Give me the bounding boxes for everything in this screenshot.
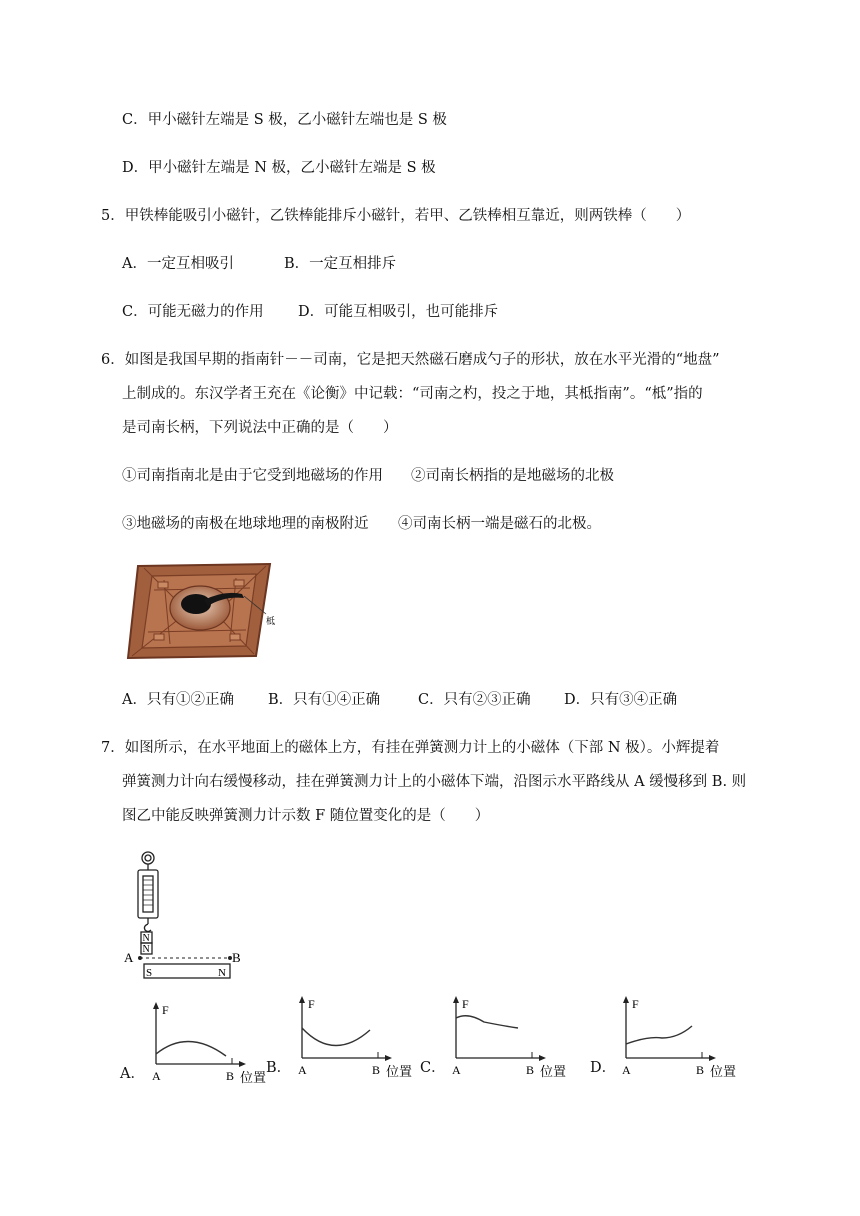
q4-option-c: C．甲小磁针左端是 S 极，乙小磁针左端也是 S 极 xyxy=(122,112,447,128)
f-axis-label: F xyxy=(308,997,315,1011)
x-axis-arrow xyxy=(539,1055,546,1061)
f-position-graph-c xyxy=(442,988,567,1080)
y-axis-arrow xyxy=(153,1002,159,1009)
f-position-graph-b xyxy=(288,988,413,1080)
y-axis-arrow xyxy=(623,996,629,1003)
q6-statement-3: ③地磁场的南极在地球地理的南极附近 xyxy=(122,516,369,532)
q5-option-c: C．可能无磁力的作用 xyxy=(122,304,264,320)
small-magnet-bottom-n: N xyxy=(142,944,150,955)
q5-options-row1 xyxy=(122,254,396,274)
f-axis-label: F xyxy=(162,1003,169,1017)
q6-options-row xyxy=(122,690,677,710)
q7-option-d-label: D． xyxy=(590,1060,617,1076)
a-axis-label: A xyxy=(152,1069,161,1083)
position-axis-label: 位置 xyxy=(386,1064,413,1079)
q6-option-c: C．只有②③正确 xyxy=(418,692,531,708)
q5-option-b: B．一定互相排斥 xyxy=(284,256,397,272)
q6-statement-1: ①司南指南北是由于它受到地磁场的作用 xyxy=(122,468,383,484)
q7-option-b-label: B． xyxy=(266,1060,292,1076)
q5-option-d: D．可能互相吸引，也可能排斥 xyxy=(298,304,499,320)
q6-option-b: B．只有①④正确 xyxy=(268,692,381,708)
f-curve xyxy=(456,1016,518,1028)
a-axis-label: A xyxy=(298,1063,307,1077)
b-axis-label: B xyxy=(696,1063,705,1077)
f-curve xyxy=(156,1041,226,1056)
f-axis-label: F xyxy=(632,997,639,1011)
q5-options-row2 xyxy=(122,302,498,322)
q6-stem-line1: 6．如图是我国早期的指南针－－司南，它是把天然磁石磨成勺子的形状，放在水平光滑的“地盘” xyxy=(101,352,720,368)
position-axis-label: 位置 xyxy=(240,1070,267,1085)
point-b-label: B xyxy=(232,950,241,965)
a-axis-label: A xyxy=(622,1063,631,1077)
small-magnet-top-n: N xyxy=(142,933,150,944)
y-axis-arrow xyxy=(453,996,459,1003)
b-axis-label: B xyxy=(226,1069,235,1083)
spring-scale-magnet-diagram xyxy=(118,848,248,982)
f-position-graph-a xyxy=(142,994,267,1086)
q6-stem-line3: 是司南长柄，下列说法中正确的是（ ） xyxy=(122,420,398,436)
q7-option-a-label: A． xyxy=(120,1066,145,1082)
y-axis-arrow xyxy=(299,996,305,1003)
a-axis-label: A xyxy=(452,1063,461,1077)
q6-option-d: D．只有③④正确 xyxy=(564,692,678,708)
bar-magnet-n-label: N xyxy=(218,967,226,979)
q7-stem-line2: 弹簧测力计向右缓慢移动，挂在弹簧测力计上的小磁体下端，沿图示水平路线从 A 缓慢移到 B. 则 xyxy=(122,774,747,790)
q7-stem-line1: 7．如图所示，在水平地面上的磁体上方，有挂在弹簧测力计上的小磁体（下部 N 极）。小辉提着 xyxy=(101,740,720,756)
f-position-graph-d xyxy=(612,988,737,1080)
position-axis-label: 位置 xyxy=(710,1064,737,1079)
q6-statements-row1 xyxy=(122,466,614,486)
q5-option-a: A．一定互相吸引 xyxy=(122,256,234,272)
sinan-label-text: 柢 xyxy=(266,616,276,626)
q6-stem-line2: 上制成的。东汉学者王充在《论衡》中记载：“司南之杓，投之于地，其柢指南”。“柢”指的 xyxy=(122,386,703,402)
q6-statement-4: ④司南长柄一端是磁石的北极。 xyxy=(398,516,601,532)
bar-magnet-s-label: S xyxy=(146,967,153,979)
q6-option-a: A．只有①②正确 xyxy=(122,692,234,708)
x-axis-arrow xyxy=(385,1055,392,1061)
q7-stem-line3: 图乙中能反映弹簧测力计示数 F 随位置变化的是（ ） xyxy=(122,808,490,824)
q4-option-d: D．甲小磁针左端是 N 极，乙小磁针左端是 S 极 xyxy=(122,160,436,176)
position-axis-label: 位置 xyxy=(540,1064,567,1079)
q7-option-c-label: C． xyxy=(420,1060,446,1076)
q6-statements-row2 xyxy=(122,514,601,534)
q6-statement-2: ②司南长柄指的是地磁场的北极 xyxy=(411,468,614,484)
x-axis-arrow xyxy=(709,1055,716,1061)
x-axis-arrow xyxy=(239,1061,246,1067)
f-curve xyxy=(302,1028,370,1046)
b-axis-label: B xyxy=(372,1063,381,1077)
f-axis-label: F xyxy=(462,997,469,1011)
b-axis-label: B xyxy=(526,1063,535,1077)
f-curve xyxy=(626,1026,692,1044)
sinan-compass-image xyxy=(124,560,284,664)
q5-stem: 5．甲铁棒能吸引小磁针，乙铁棒能排斥小磁针，若甲、乙铁棒相互靠近，则两铁棒（ ） xyxy=(101,208,691,224)
point-a-label: A xyxy=(124,950,134,965)
